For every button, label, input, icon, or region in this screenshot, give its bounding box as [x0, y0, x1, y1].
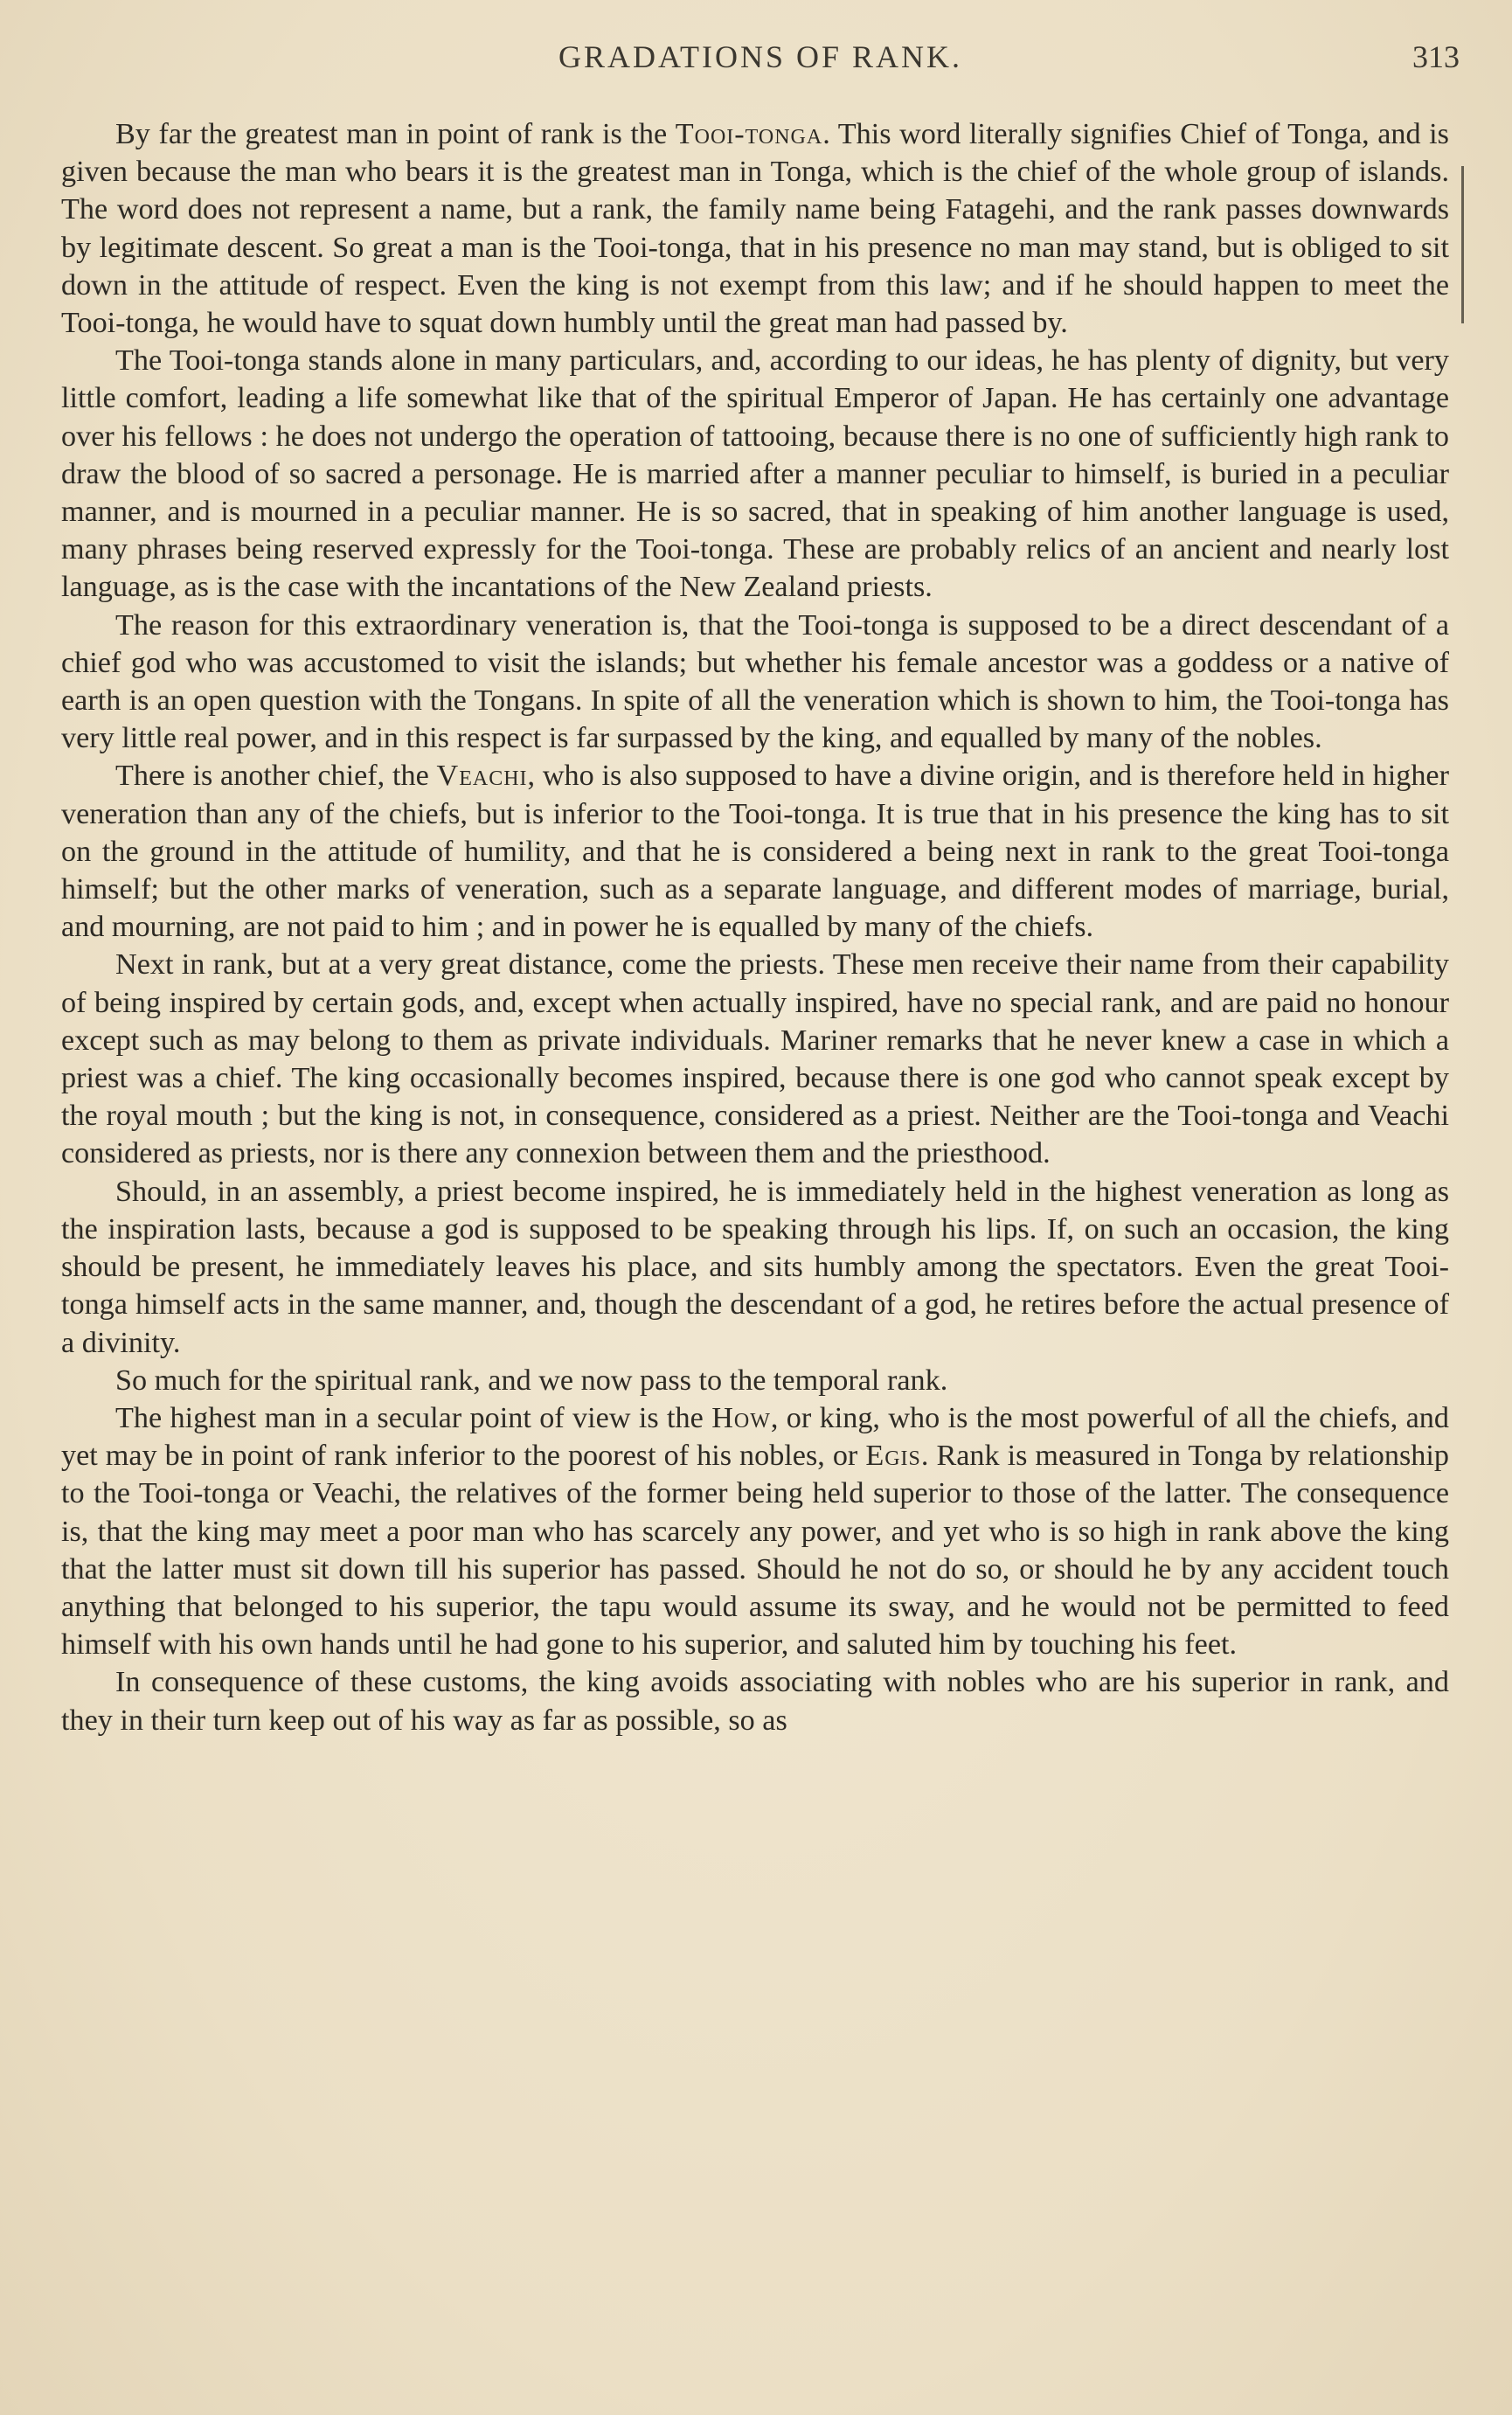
body-text [61, 115, 1449, 1739]
small-caps-term: Veachi [436, 760, 528, 793]
text-run: , or king, who is the most powerful of all the chiefs, and yet may be in point of rank inferior to the poorest of his nobles, or [61, 1401, 1449, 1473]
page-header [61, 38, 1460, 87]
text-run: In consequence of these customs, the king avoids associating with nobles who are his superior in rank, and they in their turn keep out of his way as far as possible, so as [61, 1666, 1449, 1737]
text-run: The highest man in a secular point of view is the [115, 1401, 712, 1434]
running-head: GRADATIONS OF RANK. [558, 39, 963, 74]
text-run: The Tooi-tonga stands alone in many particulars, and, according to our ideas, he has plenty of dignity, but very little comfort, leading a life somewhat like that of the spiritual Emperor of Japan. He has certainly one advantage over his fellows : he does not undergo the operation of tattooing, because there is no one of sufficiently high rank to draw the blood of so sacred a personage. He is married after a manner peculiar to himself, is buried in a peculiar manner, and is mourned in a peculiar manner. He is so sacred, that in speaking of him another language is used, many phrases being reserved expressly for the Tooi-tonga. These are probably relics of an ancient and nearly lost language, as is the case with the incantations of the New Zealand priests. [61, 344, 1449, 604]
text-run: Next in rank, but at a very great distance, come the priests. These men receive their name from their capability of being inspired by certain gods, and, except when actually inspired, have no special rank, and are paid no honour except such as may belong to them as private individuals. Mariner remarks that he never knew a case in which a priest was a chief. The king occasionally becomes inspired, because there is one god who cannot speak except by the royal mouth ; but the king is not, in consequence, considered as a priest. Neither are the Tooi-tonga and Veachi considered as priests, nor is there any connexion between them and the priesthood. [61, 948, 1449, 1170]
small-caps-term: How [711, 1401, 771, 1434]
text-run: So much for the spiritual rank, and we now pass to the temporal rank. [115, 1364, 948, 1397]
small-caps-term: Egis [865, 1440, 921, 1473]
paragraph-5 [61, 946, 1449, 1172]
paragraph-2 [61, 342, 1449, 606]
text-run: . Rank is measured in Tonga by relationship to the Tooi-tonga or Veachi, the relatives of the former being held superior to those of the latter. The consequence is, that the king may meet a poor man who has scarcely any power, and yet who is so high in rank above the king that the latter must sit down till his superior has passed. Should he not do so, or should he by any accident touch anything that belonged to his superior, the tapu would assume its sway, and he would not be permitted to feed himself with his own hands until he had gone to his superior, and saluted him by touching his feet. [61, 1440, 1449, 1662]
text-run: By far the greatest man in point of rank is the [115, 118, 676, 150]
paragraph-1 [61, 115, 1449, 342]
paragraph-4 [61, 757, 1449, 946]
text-run: Should, in an assembly, a priest become inspired, he is immediately held in the highest veneration as long as the inspiration lasts, because a god is supposed to be speaking through his lips. If, on such an occasion, the king should be present, he immediately leaves his place, and sits humbly among the spectators. Even the great Tooi-tonga himself acts in the same manner, and, though the descendant of a god, he retires before the actual presence of a divinity. [61, 1175, 1449, 1359]
paragraph-9 [61, 1663, 1449, 1738]
text-run: There is another chief, the [115, 760, 437, 793]
paragraph-7 [61, 1362, 1449, 1399]
page-number: 313 [1412, 39, 1460, 74]
small-caps-term: Tooi-tonga [675, 118, 823, 150]
paragraph-8 [61, 1399, 1449, 1663]
paragraph-3 [61, 607, 1449, 758]
text-run: The reason for this extraordinary veneration is, that the Tooi-tonga is supposed to be a direct descendant of a chief god who was accustomed to visit the islands; but whether his female ancestor was a goddess or a native of earth is an open question with the Tongans. In spite of all the veneration which is shown to him, the Tooi-tonga has very little real power, and in this respect is far surpassed by the king, and equalled by many of the nobles. [61, 608, 1449, 755]
text-run: , who is also supposed to have a divine origin, and is therefore held in higher veneration than any of the chiefs, but is inferior to the Tooi-tonga. It is true that in his presence the king has to sit on the ground in the attitude of humility, and that he is considered a being next in rank to the great Tooi-tonga himself; but the other marks of veneration, such as a separate language, and different modes of marriage, burial, and mourning, are not paid to him ; and in power he is equalled by many of the chiefs. [61, 760, 1449, 944]
margin-bracket-mark [1458, 166, 1464, 323]
paragraph-6 [61, 1173, 1449, 1362]
text-run: . This word literally signifies Chief of Tonga, and is given because the man who bears it is the greatest man in Tonga, which is the chief of the whole group of islands. The word does not represent a name, but a rank, the family name being Fatagehi, and the rank passes downwards by legitimate descent. So great a man is the Tooi-tonga, that in his presence no man may stand, but is obliged to sit down in the attitude of respect. Even the king is not exempt from this law; and if he should happen to meet the Tooi-tonga, he would have to squat down humbly until the great man had passed by. [61, 118, 1449, 340]
